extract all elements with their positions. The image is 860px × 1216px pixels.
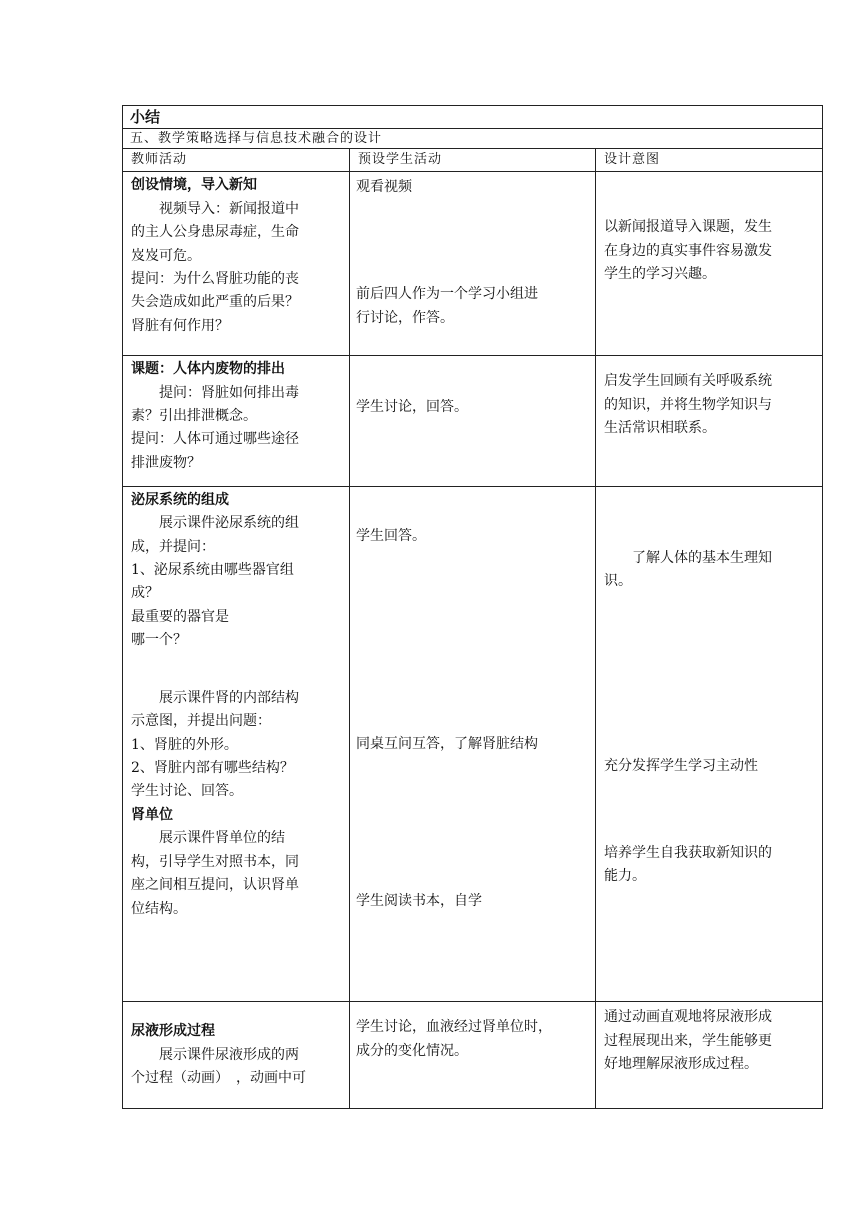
row-title: 泌尿系统的组成 <box>131 491 229 508</box>
text-line: 学生讨论、回答。 <box>131 783 243 800</box>
table-row <box>123 1002 823 1109</box>
text-line: 充分发挥学生学习主动性 <box>604 757 758 774</box>
text-line: 提问：为什么肾脏功能的丧 <box>131 270 299 287</box>
design-intent-text <box>604 216 816 286</box>
text-line: 好地理解尿液形成过程。 <box>604 1056 758 1073</box>
text-line: 展示课件肾的内部结构 <box>131 689 299 706</box>
design-intent-text <box>604 1006 816 1076</box>
text-line: 的知识，并将生物学知识与 <box>604 396 772 413</box>
text-line: 学生讨论，血液经过肾单位时， <box>356 1019 552 1036</box>
text-line: 行讨论，作答。 <box>356 309 454 326</box>
text-line: 学生回答。 <box>356 527 426 544</box>
design-intent-cell <box>596 486 823 1002</box>
text-line: 培养学生自我获取新知识的 <box>604 844 772 861</box>
table-row <box>123 172 823 356</box>
teacher-activity-cell <box>123 172 350 356</box>
student-activity-text <box>356 396 591 419</box>
design-intent-text <box>604 370 816 440</box>
text-line: 失会造成如此严重的后果？ <box>131 294 299 311</box>
student-activity-text <box>356 890 591 913</box>
student-activity-text <box>356 176 591 199</box>
text-line: 提问：肾脏如何排出毒 <box>131 384 299 401</box>
row-title: 创设情境，导入新知 <box>131 177 257 194</box>
design-intent-text <box>604 547 816 594</box>
student-activity-cell <box>350 486 596 1002</box>
design-intent-text <box>604 755 816 778</box>
row-title: 尿液形成过程 <box>131 1023 215 1040</box>
text-line: 2、肾脏内部有哪些结构？ <box>131 760 294 777</box>
header-student-activity: 预设学生活动 <box>350 149 596 172</box>
student-activity-text <box>356 1016 591 1063</box>
design-intent-text <box>604 842 816 889</box>
text-line: 在身边的真实事件容易激发 <box>604 242 772 259</box>
summary-cell: 小结 <box>123 106 823 129</box>
header-row <box>123 149 823 172</box>
text-line: 个过程（动画） ，动画中可 <box>131 1070 306 1087</box>
text-line: 前后四人作为一个学习小组进 <box>356 286 538 303</box>
text-line: 成分的变化情况。 <box>356 1042 468 1059</box>
student-activity-cell <box>350 172 596 356</box>
teacher-activity-text <box>131 489 345 653</box>
lesson-plan-table <box>122 105 823 1109</box>
table-row <box>123 486 823 1002</box>
text-line: 通过动画直观地将尿液形成 <box>604 1009 772 1026</box>
text-line: 学生讨论，回答。 <box>356 399 468 416</box>
text-line: 展示课件肾单位的结 <box>131 830 285 847</box>
teacher-activity-cell <box>123 1002 350 1109</box>
summary-row <box>123 106 823 129</box>
section-title-row <box>123 129 823 149</box>
text-line: 视频导入：新闻报道中 <box>131 200 299 217</box>
student-activity-cell <box>350 356 596 487</box>
design-intent-cell <box>596 356 823 487</box>
teacher-activity-cell <box>123 486 350 1002</box>
text-line: 位结构。 <box>131 900 187 917</box>
text-line: 学生的学习兴趣。 <box>604 266 716 283</box>
table-row <box>123 356 823 487</box>
teacher-activity-cell <box>123 356 350 487</box>
text-line: 哪一个？ <box>131 632 187 649</box>
text-line: 展示课件泌尿系统的组 <box>131 515 299 532</box>
header-design-intent: 设计意图 <box>596 149 823 172</box>
text-line: 生活常识相联系。 <box>604 420 716 437</box>
row-title: 课题：人体内废物的排出 <box>131 361 285 378</box>
student-activity-cell <box>350 1002 596 1109</box>
text-line: 展示课件尿液形成的两 <box>131 1046 299 1063</box>
text-line: 过程展现出来，学生能够更 <box>604 1032 772 1049</box>
teacher-activity-text <box>131 687 345 921</box>
section-title: 五、教学策略选择与信息技术融合的设计 <box>123 129 823 149</box>
text-line: 构，引导学生对照书本，同 <box>131 853 299 870</box>
text-line: 启发学生回顾有关呼吸系统 <box>604 373 772 390</box>
text-line: 1、泌尿系统由哪些器官组 <box>131 562 294 579</box>
teacher-activity-text <box>131 358 345 475</box>
text-line: 1、肾脏的外形。 <box>131 736 238 753</box>
text-line: 同桌互问互答，了解肾脏结构 <box>356 735 538 752</box>
text-line: 排泄废物？ <box>131 454 201 471</box>
student-activity-text <box>356 283 591 330</box>
student-activity-text <box>356 733 591 756</box>
text-line: 提问：人体可通过哪些途径 <box>131 431 299 448</box>
text-line: 识。 <box>604 573 632 590</box>
student-activity-text <box>356 525 591 548</box>
text-line: 能力。 <box>604 868 646 885</box>
text-line: 观看视频 <box>356 179 412 196</box>
design-intent-cell <box>596 172 823 356</box>
text-line: 以新闻报道导入课题，发生 <box>604 219 772 236</box>
text-line: 素？引出排泄概念。 <box>131 408 257 425</box>
design-intent-cell <box>596 1002 823 1109</box>
text-line: 座之间相互提问，认识肾单 <box>131 877 299 894</box>
text-line: 岌岌可危。 <box>131 247 201 264</box>
header-teacher-activity: 教师活动 <box>123 149 350 172</box>
text-line: 最重要的器官是 <box>131 608 229 625</box>
text-line: 示意图，并提出问题： <box>131 713 271 730</box>
text-line: 学生阅读书本，自学 <box>356 892 482 909</box>
teacher-activity-text <box>131 1020 345 1090</box>
text-line: 肾脏有何作用？ <box>131 317 229 334</box>
text-line: 了解人体的基本生理知 <box>604 549 772 566</box>
teacher-activity-text <box>131 174 345 338</box>
text-line: 成？ <box>131 585 159 602</box>
text-line: 成，并提问： <box>131 538 215 555</box>
text-line: 的主人公身患尿毒症，生命 <box>131 224 299 241</box>
row-subtitle: 肾单位 <box>131 806 173 823</box>
